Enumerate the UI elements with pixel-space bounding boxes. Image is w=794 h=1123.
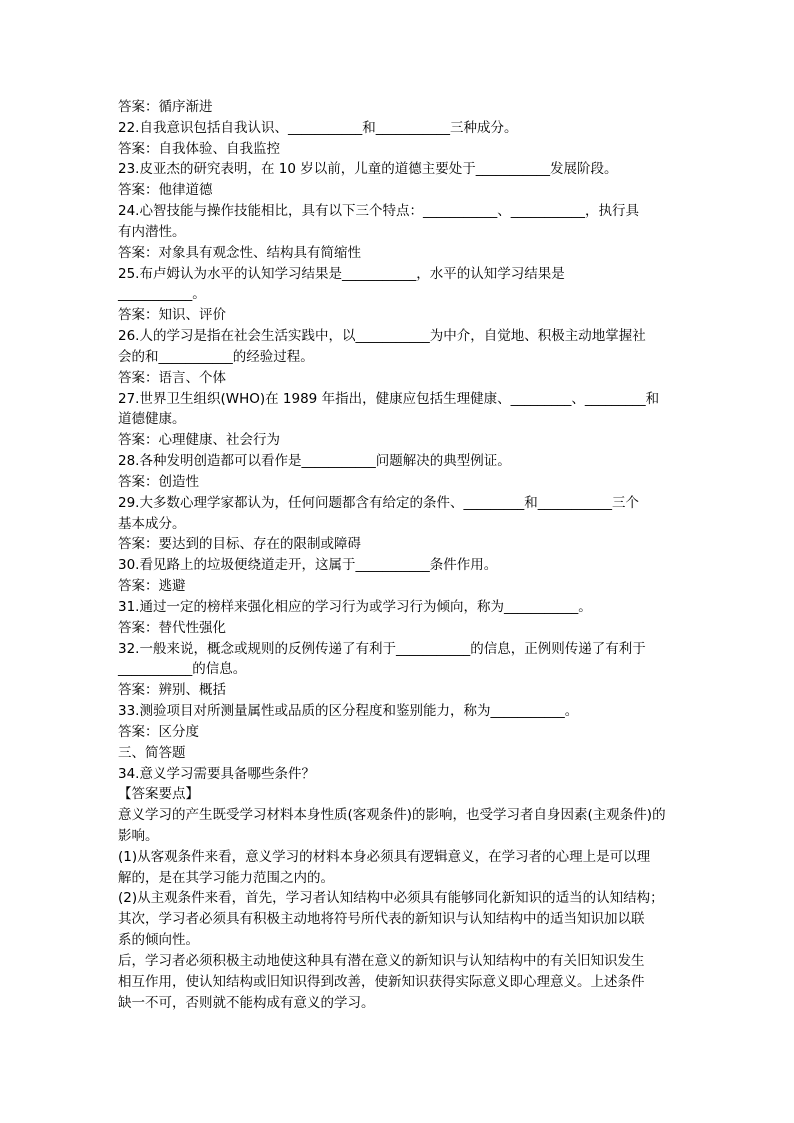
answer-line: 答案：知识、评价 [118, 307, 226, 324]
text-line: 意义学习的产生既受学习材料本身性质(客观条件)的影响，也受学习者自身因素(主观条件)的 [118, 807, 666, 824]
text-line: 系的倾向性。 [118, 932, 199, 949]
text-line: 34.意义学习需要具备哪些条件？ [118, 765, 315, 782]
text-line: ___________。 [118, 286, 206, 303]
text-line: 29.大多数心理学家都认为，任何问题都含有给定的条件、_________和___________三个 [118, 494, 639, 511]
text-line: 27.世界卫生组织(WHO)在 1989 年指出，健康应包括生理健康、_________、_________和 [118, 390, 660, 407]
text-line: 23.皮亚杰的研究表明，在 10 岁以前，儿童的道德主要处于___________发展阶段。 [118, 161, 618, 178]
text-line: 有内潜性。 [118, 223, 186, 240]
text-line: 28.各种发明创造都可以看作是___________问题解决的典型例证。 [118, 453, 511, 470]
text-line: 22.自我意识包括自我认识、___________和___________三种成分。 [118, 119, 518, 136]
text-line: 其次，学习者必须具有积极主动地将符号所代表的新知识与认知结构中的适当知识加以联 [118, 911, 645, 928]
text-line: 24.心智技能与操作技能相比，具有以下三个特点：___________、___________，执行具 [118, 203, 639, 220]
answer-line: 答案：辨别、概括 [118, 682, 226, 699]
text-line: 33.测验项目对所测量属性或品质的区分程度和鉴别能力，称为___________。 [118, 703, 579, 720]
text-line: 25.布卢姆认为水平的认知学习结果是___________，水平的认知学习结果是 [118, 265, 565, 282]
text-line: 影响。 [118, 827, 159, 844]
text-line: 31.通过一定的榜样来强化相应的学习行为或学习行为倾向，称为___________。 [118, 598, 592, 615]
text-line: 解的，是在其学习能力范围之内的。 [118, 869, 334, 886]
text-line: 会的和___________的经验过程。 [118, 348, 314, 365]
answer-line: 答案：替代性强化 [118, 619, 226, 636]
text-line: 缺一不可，否则就不能构成有意义的学习。 [118, 994, 375, 1011]
answer-line: 答案：他律道德 [118, 182, 213, 199]
text-line: 三、简答题 [118, 744, 186, 761]
answer-line: 答案：逃避 [118, 578, 186, 595]
text-line: 后，学习者必须积极主动地使这种具有潜在意义的新知识与认知结构中的有关旧知识发生 [118, 952, 645, 969]
text-line: 道德健康。 [118, 411, 186, 428]
text-line: (1)从客观条件来看，意义学习的材料本身必须具有逻辑意义，在学习者的心理上是可以理 [118, 848, 651, 865]
answer-line: 答案：语言、个体 [118, 369, 226, 386]
text-line: 相互作用，使认知结构或旧知识得到改善，使新知识获得实际意义即心理意义。上述条件 [118, 973, 645, 990]
text-line: (2)从主观条件来看，首先，学习者认知结构中必须具有能够同化新知识的适当的认知结构； [118, 890, 664, 907]
text-line: 32.一般来说，概念或规则的反例传递了有利于___________的信息，正例则传递了有利于 [118, 640, 646, 657]
text-line: 【答案要点】 [118, 786, 199, 803]
answer-line: 答案：区分度 [118, 723, 199, 740]
answer-line: 答案：自我体验、自我监控 [118, 140, 280, 157]
text-line: 30.看见路上的垃圾便绕道走开，这属于___________条件作用。 [118, 557, 498, 574]
answer-line: 答案：创造性 [118, 473, 199, 490]
answer-line: 答案：循序渐进 [118, 99, 213, 115]
answer-line: 答案：对象具有观念性、结构具有简缩性 [118, 244, 361, 261]
document-page [118, 97, 688, 1013]
answer-line: 答案：心理健康、社会行为 [118, 432, 280, 449]
text-line: 26.人的学习是指在社会生活实践中，以___________为中介，自觉地、积极主动地掌握社 [118, 328, 646, 345]
answer-line: 答案：要达到的目标、存在的限制或障碍 [118, 536, 361, 553]
text-line: 基本成分。 [118, 515, 186, 532]
text-line: ___________的信息。 [118, 661, 247, 678]
